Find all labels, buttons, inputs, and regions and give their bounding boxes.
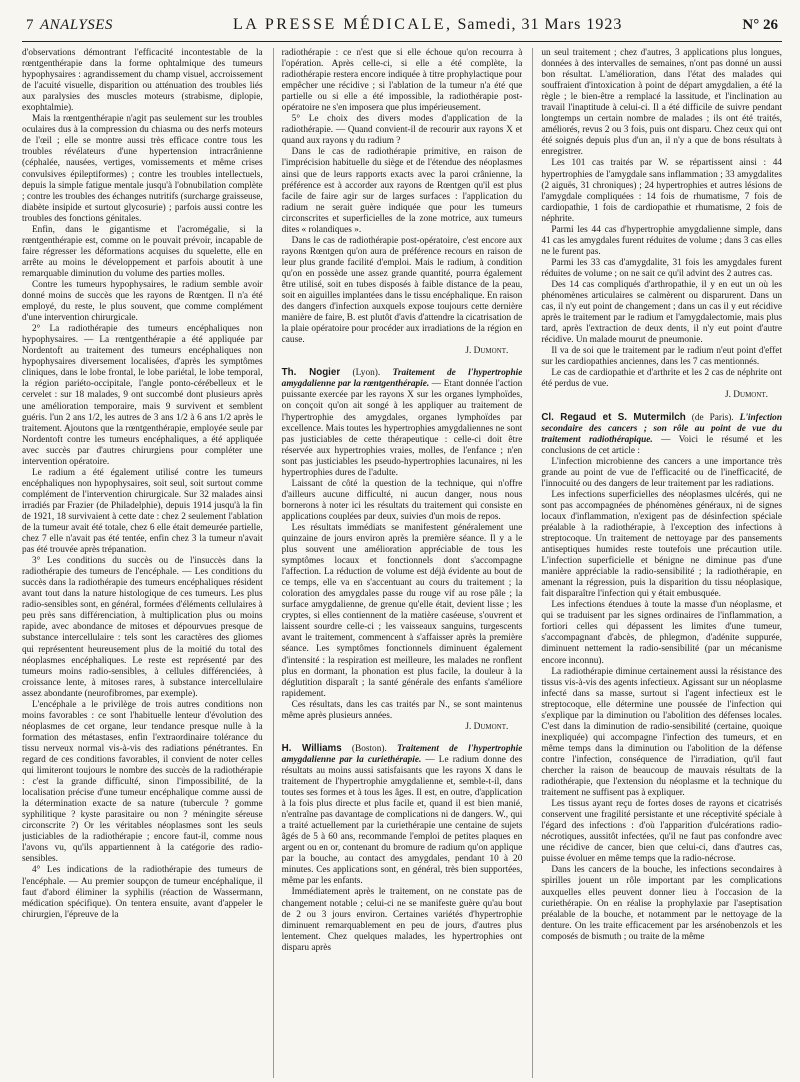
- paragraph: Dans le cas de radiothérapie primitive, en raison de l'imprécision habituelle du siège et de l'étendue des néoplasmes ainsi que de leurs rapports exacts avec la paroi crânienne, la préférence est à accorder aux rayons de Rœntgen qu'il est plus facile de faire agir sur de larges surfaces : l'application du radium ne serait guère indiquée que pour les tumeurs circonscrites et superficielles de la zone motrice, aux tumeurs dites « rolandiques ».: [281, 147, 523, 235]
- article-place: (Boston).: [351, 743, 387, 754]
- article-author: Th. Nogier: [281, 367, 341, 379]
- paragraph: — Voici le résumé et les conclusions de cet article :: [541, 434, 782, 456]
- paragraph: Les 101 cas traités par W. se répartissent ainsi : 44 hypertrophies de l'amygdale sans inflammation ; 33 amygdalites (2 aiguës, 31 chroniques) ; 24 hypertrophies et autres lésions de l'amygdale compliquées : 14 fois de rhumatisme, 7 fois de cardiopathie, 1 fois de cardiopathie et rhumatisme, 2 fois de néphrite.: [541, 158, 782, 224]
- paragraph: Immédiatement après le traitement, on ne constate pas de changement notable ; celui-ci ne se manifeste guère qu'au bout de 2 ou 3 jours environ. Certaines variétés d'hypertrophie diminuent remarquablement en peu de jours, d'autres plus lentement. Chez quelques malades, les hypertrophies ont disparu après: [281, 887, 523, 953]
- paragraph: d'observations démontrant l'efficacité incontestable de la rœntgenthérapie dans la forme ophtalmique des tumeurs hypophysaires : agrandissement du champ visuel, accroissement de l'acuité visuelle, disparition ou atténuation des troubles liés aux paralysies des muscles moteurs (strabisme, diplopie, exophtalmie).: [22, 48, 263, 114]
- paragraph: Les infections superficielles des néoplasmes ulcérés, qui ne sont pas accompagnées de phénomènes généraux, ni de signes locaux d'inflammation, n'exigent pas de désinfection spéciale préalable à la radiothérapie, à l'exception des infections à streptocoque. Un traitement de nettoyage par des pansements antiseptiques humides reste toutefois une précaution utile. L'infection superficielle et bénigne ne diminue pas d'une manière appréciable la radio-sensibilité ; la radiothérapie, en amenant la régression, puis la disparition du tissu néoplasique, fait disparaître l'infection qui y était embusquée.: [541, 489, 782, 600]
- paragraph: Des 14 cas compliqués d'arthropathie, il y en eut un où les phénomènes articulaires se calmèrent ou disparurent. Dans un cas, il n'y eut point de changement ; dans un cas il y eut récidive après le traitement par le radium et l'amygdalectomie, mais plus tard, après l'extraction de deux dents, il n'y eut point d'autre récidive. Un malade mourut de pneumonie.: [541, 279, 782, 346]
- signature: J. Dumont.: [725, 390, 769, 401]
- paragraph: Le radium a été également utilisé contre les tumeurs encéphaliques non hypophysaires, soit seul, soit surtout comme complément de l'intervention chirurgicale. Sur 32 malades ainsi irradiés par Frazier (de Philadelphie), depuis 1914 jusqu'à la fin de 1921, 18 survivaient à cette date : chez 2 seulement l'ablation de la tumeur avait été totale, chez 6 elle était demeurée partielle, chez 7 elle n'avait pas été tentée, enfin chez 3 la tumeur n'avait pas été trouvée après trépanation.: [22, 467, 263, 556]
- column-1: [22, 48, 263, 1078]
- paragraph: Les infections étendues à toute la masse d'un néoplasme, et qui se traduisent par les signes ordinaires de l'inflammation, a fortiori celles qui dépassent les limites d'une tumeur, s'accompagnant d'abcès, de phlegmon, d'adénite suppurée, diminuent nettement la radio-sensibilité (par un mécanisme encore inconnu).: [541, 600, 782, 666]
- issue-date: Samedi, 31 Mars 1923: [457, 16, 623, 33]
- section-name: ANALYSES: [40, 17, 113, 33]
- header-center: [233, 16, 622, 34]
- paragraph: Laissant de côté la question de la technique, qui n'offre d'ailleurs aucune difficulté, ni aucun danger, nous nous bornerons à noter ici les résultats du traitement qui consiste en applications couplées par deux, suivies d'un mois de repos.: [281, 478, 523, 522]
- paragraph: — Etant donnée l'action puissante exercée par les rayons X sur les organes lymphoïdes, on conçoit qu'on ait songé à les appliquer au traitement de l'hypertrophie des amygdales, organes lymphoïdes par excellence. Mais toutes les hypertrophies amygdaliennes ne sont pas justiciables de cette thérapeutique : celle-ci doit être réservée aux hypertrophies vraies, molles, de l'enfance ; n'en sont pas justiciables les pseudo-hypertrophies lacunaires, ni les hypertrophies dures de l'adulte.: [281, 379, 523, 478]
- paragraph: Les résultats immédiats se manifestent généralement une quinzaine de jours environ après la première séance. Il y a le plus souvent une amélioration appréciable de tous les symptômes locaux et fonctionnels dont s'accompagne l'affection. La réduction de volume est déjà évidente au bout de ce temps, elle va en s'accentuant au cours du traitement ; la coloration des amygdales passe du rouge vif au rose pâle ; la surface amygdalienne, de grenue qu'elle était, devient lisse ; les cryptes, si elles contiennent de la matière caséeuse, s'ouvrent et laissent sourdre celle-ci ; les vaisseaux sanguins, turgescents avant le traitement, commencent à s'affaisser après la première séance. Les symptômes fonctionnels diminuent également d'intensité : la respiration est meilleure, les malades ne ronflent plus en dormant, la phonation est plus facile, la douleur à la déglutition disparaît ; la santé générale des enfants s'améliore rapidement.: [281, 522, 523, 699]
- paragraph: 4° Les indications de la radiothérapie des tumeurs de l'encéphale. — Au premier soupçon de tumeur encéphalique, il faut d'abord éliminer la syphilis (réaction de Wassermann, médication spécifique). On tentera ensuite, avant d'appeler le chirurgien, l'épreuve de la: [22, 865, 263, 920]
- paragraph: Parmi les 33 cas d'amygdalite, 31 fois les amygdales furent réduites de volume ; on ne sait ce qu'il advint des 2 autres cas.: [541, 257, 782, 279]
- article-place: (Lyon).: [352, 368, 381, 379]
- issue-number: N° 26: [742, 17, 778, 33]
- article-heading: [541, 412, 782, 457]
- paragraph: L'infection microbienne des cancers a une importance très grande au point de vue de l'efficacité ou de l'inefficacité, de l'innocuité ou des dangers de leur traitement par les radiations.: [541, 456, 782, 489]
- paragraph: Ces résultats, dans les cas traités par N., se sont maintenus même après plusieurs années.: [281, 699, 523, 721]
- article-author: Cl. Regaud et S. Mutermilch: [541, 411, 686, 423]
- paragraph: Les tissus ayant reçu de fortes doses de rayons et cicatrisés conservent une fragilité persistante et une réceptivité spéciale à l'égard des infections : d'où l'apparition d'ulcérations radio-nécrotiques, aussitôt infectées, qu'il ne faut pas confondre avec une récidive de cancer, bien que celui-ci, dans d'autres cas, puisse évoluer en même temps que la radio-nécrose.: [541, 799, 782, 865]
- article-author: H. Williams: [281, 742, 342, 754]
- article-heading: [282, 743, 523, 888]
- journal-name: LA PRESSE MÉDICALE,: [232, 16, 453, 33]
- column-3: [532, 48, 782, 1078]
- article-title: Traitement de l'hypertrophie amygdalienne par la rœntgenthérapie.: [281, 368, 523, 390]
- paragraph: Contre les tumeurs hypophysaires, le radium semble avoir donné moins de succès que les rayons de Rœntgen. Il n'a été employé, du reste, le plus souvent, que comme complément d'une intervention chirurgicale.: [22, 279, 263, 324]
- article-title: L'infection secondaire des cancers ; son rôle au point de vue du traitement radiothérapique.: [541, 412, 782, 445]
- paragraph: Enfin, dans le gigantisme et l'acromégalie, si la rœntgenthérapie est, comme on le pouvait prévoir, incapable de faire régresser les déformations acquises du squelette, elle en arrête au moins le développement et parfois aboutit à une remarquable diminution du volume des parties molles.: [22, 224, 263, 279]
- paragraph: Dans les cancers de la bouche, les infections secondaires à spirilles jouent un rôle important par les complications auxquelles elles peuvent donner lieu à l'occasion de la curiethérapie. On en réalise la prophylaxie par l'aseptisation préalable de la bouche, et notamment par le nettoyage de la denture. On les traite efficacement par les arsénobenzols et les composés de bismuth ; ou traite de la même: [541, 865, 782, 942]
- header-rule: [22, 41, 782, 42]
- header-left: [26, 17, 113, 34]
- article-place: (de Paris).: [691, 412, 734, 423]
- paragraph: Dans le cas de radiothérapie post-opératoire, c'est encore aux rayons Rœntgen qu'on aura de préférence recours en raison de leur plus grande facilité d'emploi. Mais le radium, à condition qu'on en possède une assez grande quantité, pourra également être utilisé, soit en tubes disposés à faible distance de la peau, soit en aiguilles implantées dans le tissu encéphalique. En raison des dangers d'infection auxquels expose toujours cette dernière manière de faire, B. est plutôt d'avis d'attendre la cicatrisation de la plaie opératoire pour procéder aux irradiations de la région en cause.: [281, 235, 523, 346]
- paragraph: 5° Le choix des divers modes d'application de la radiothérapie. — Quand convient-il de recourir aux rayons X et quand aux rayons γ du radium ?: [281, 114, 523, 147]
- paragraph: La radiothérapie diminue certainement aussi la résistance des tissus vis-à-vis des agents infectieux. Agissant sur un néoplasme infecté dans sa masse, surtout si l'agent infectieux est le streptocoque, elle détermine une poussée de l'infection qui s'explique par la diminution ou l'abolition des défenses locales. C'est dans la diminution de radio-sensibilité (certaine, quoique inexpliquée) qui accompagne l'infection des tumeurs, et en même temps dans la diminution ou l'abolition de la défense contre l'infection, conséquence de l'irradiation, qu'il faut chercher la raison de beaucoup de mauvais résultats de la radiothérapie, que l'extension du néoplasme et la technique du traitement ne suffisent pas à expliquer.: [541, 666, 782, 799]
- article-heading: [282, 367, 523, 478]
- paragraph: — Le radium donne des résultats au moins aussi satisfaisants que les rayons X dans le traitement de l'hypertrophie amygdalienne et, semble-t-il, dans toutes ses formes et à tous les âges. Il est, en outre, d'application à la fois plus directe et plus facile et, quand il est bien manié, n'entraîne pas davantage de complications ni de dangers. W., qui a traité actuellement par la curiethérapie une centaine de sujets âgés de 5 à 60 ans, recommande l'emploi de petites plaques en argent ou en or, contenant du bromure de radium qu'on applique par la bouche, au contact des amygdales, pendant 10 à 20 minutes. Ces applications sont, en général, très bien supportées, même par les enfants.: [281, 754, 523, 887]
- paragraph: un seul traitement ; chez d'autres, 3 applications plus longues, données à des intervalles de semaines, n'ont pas donné un aussi bon résultat. L'amélioration, dans l'état des malades qui souffraient d'intoxication à point de départ amygdalien, a été la règle ; le bien-être a remplacé la lassitude, et l'inclination au travail l'inaptitude à celui-ci. Il a été difficile de suivre pendant longtemps un certain nombre de malades ; ils ont été traités, améliorés, revus 2 ou 3 fois, puis ont disparu. Chez ceux qui ont été soignés depuis plus d'un an, il n'y a que de bons résultats à enregistrer.: [541, 48, 782, 158]
- signature: J. Dumont.: [465, 721, 509, 732]
- paragraph: Il va de soi que le traitement par le radium n'eut point d'effet sur les cardiopathies anciennes, dans les 7 cas mentionnés.: [541, 346, 782, 368]
- paragraph: Mais la rœntgenthérapie n'agit pas seulement sur les troubles oculaires dus à la compression du chiasma ou des nerfs moteurs de l'œil ; elle se montre aussi très efficace contre tous les troubles révélateurs d'une hypertension intracrânienne (céphalée, nausées, vertiges, vomissements et même crises convulsives épileptiformes) ; contre les troubles intellectuels, depuis la simple fatigue mentale jusqu'à l'obnubilation complète ; contre les troubles des échanges nutritifs (surcharge graisseuse, diabète insipide et surtout glycosurie) ; parfois aussi contre les troubles des fonctions génitales.: [22, 114, 263, 224]
- paragraph: Parmi les 44 cas d'hypertrophie amygdalienne simple, dans 41 cas les amygdales furent réduites de volume ; dans 3 cas elles ne le furent pas.: [541, 224, 782, 257]
- page-number: 7: [26, 17, 34, 33]
- paragraph: 3° Les conditions du succès ou de l'insuccès dans la radiothérapie des tumeurs de l'encéphale. — Les conditions du succès dans la radiothérapie des tumeurs encéphaliques résident avant tout dans la nature histologique de ces tumeurs. Les plus radio-sensibles sont, en général, formées d'éléments cellulaires à peu près sans différenciation, à multiplication plus ou moins rapide, avec abondance de mitoses et dépourvues presque de substance intercellulaire : tels sont les caractères des gliomes qui représentent heureusement plus de la moitié du total des néoplasmes encéphaliques. Le reste est représenté par des tumeurs moins radio-sensibles, à cellules différenciées, à croissance lente, à mitoses rares, à substance intercellulaire assez abondante (neurofibromes, par exemple).: [22, 556, 263, 699]
- paragraph: L'encéphale a le privilège de trois autres conditions non moins favorables : ce sont l'habituelle lenteur d'évolution des néoplasmes de cet organe, leur tendance presque nulle à la formation des métastases, enfin l'extraordinaire tolérance du tissu nerveux normal vis-à-vis des radiations pénétrantes. En regard de ces conditions favorables, il convient de noter celles qui limiteront toujours le nombre des succès de la radiothérapie : c'est la grande difficulté, sinon l'impossibilité, de la localisation précise d'une tumeur encéphalique comme aussi de la détermination exacte de sa nature (tubercule ? gomme syphilitique ? kyste parasitaire ou non ? méningite séreuse circonscrite ?) Or les véritables néoplasmes sont les seuls justiciables de la radiothérapie ; encore faut-il, comme nous l'avons vu, qu'ils appartiennent à la catégorie des radio-sensibles.: [22, 699, 263, 865]
- paragraph: 2° La radiothérapie des tumeurs encéphaliques non hypophysaires. — La rœntgenthérapie a été appliquée par Nordentoft au traitement des tumeurs encéphaliques non hypophysaires diversement localisées, d'après les symptômes cliniques, dans le lobe frontal, le lobe pariétal, le lobe temporal, la région pariéto-occipitale, l'angle ponto-cérébelleux et le cervelet : sur 18 malades, 9 ont succombé dont plusieurs après une amélioration temporaire, mais 9 survivent et semblent guéris. l'un 2 ans 1/2, les autres de 3 ans 1/2 à 6 ans 1/2 après le traitement. Ajoutons que la rœntgenthérapie, employée seule par Nordentoft contre les tumeurs encéphaliques, a été appliquée avec succès par d'autres chirurgiens pour compléter une intervention opératoire.: [22, 324, 263, 467]
- text-columns: [22, 48, 782, 1078]
- page-header: [26, 16, 778, 38]
- paragraph: Le cas de cardiopathie et d'arthrite et les 2 cas de néphrite ont été perdus de vue.: [541, 368, 782, 390]
- signature: J. Dumont.: [465, 346, 509, 357]
- column-2: [273, 48, 523, 1078]
- article-title: Traitement de l'hypertrophie amygdalienne par la curiethérapie.: [281, 743, 523, 765]
- paragraph: radiothérapie : ce n'est que si elle échoue qu'on recourra à l'opération. Après celle-ci, si elle a été complète, la radiothérapie restera encore indiquée à titre prophylactique pour empêcher une récidive ; si l'ablation de la tumeur n'a été que partielle ou si elle a été impossible, la radiothérapie post-opératoire ne s'en imposera que plus impérieusement.: [281, 48, 523, 114]
